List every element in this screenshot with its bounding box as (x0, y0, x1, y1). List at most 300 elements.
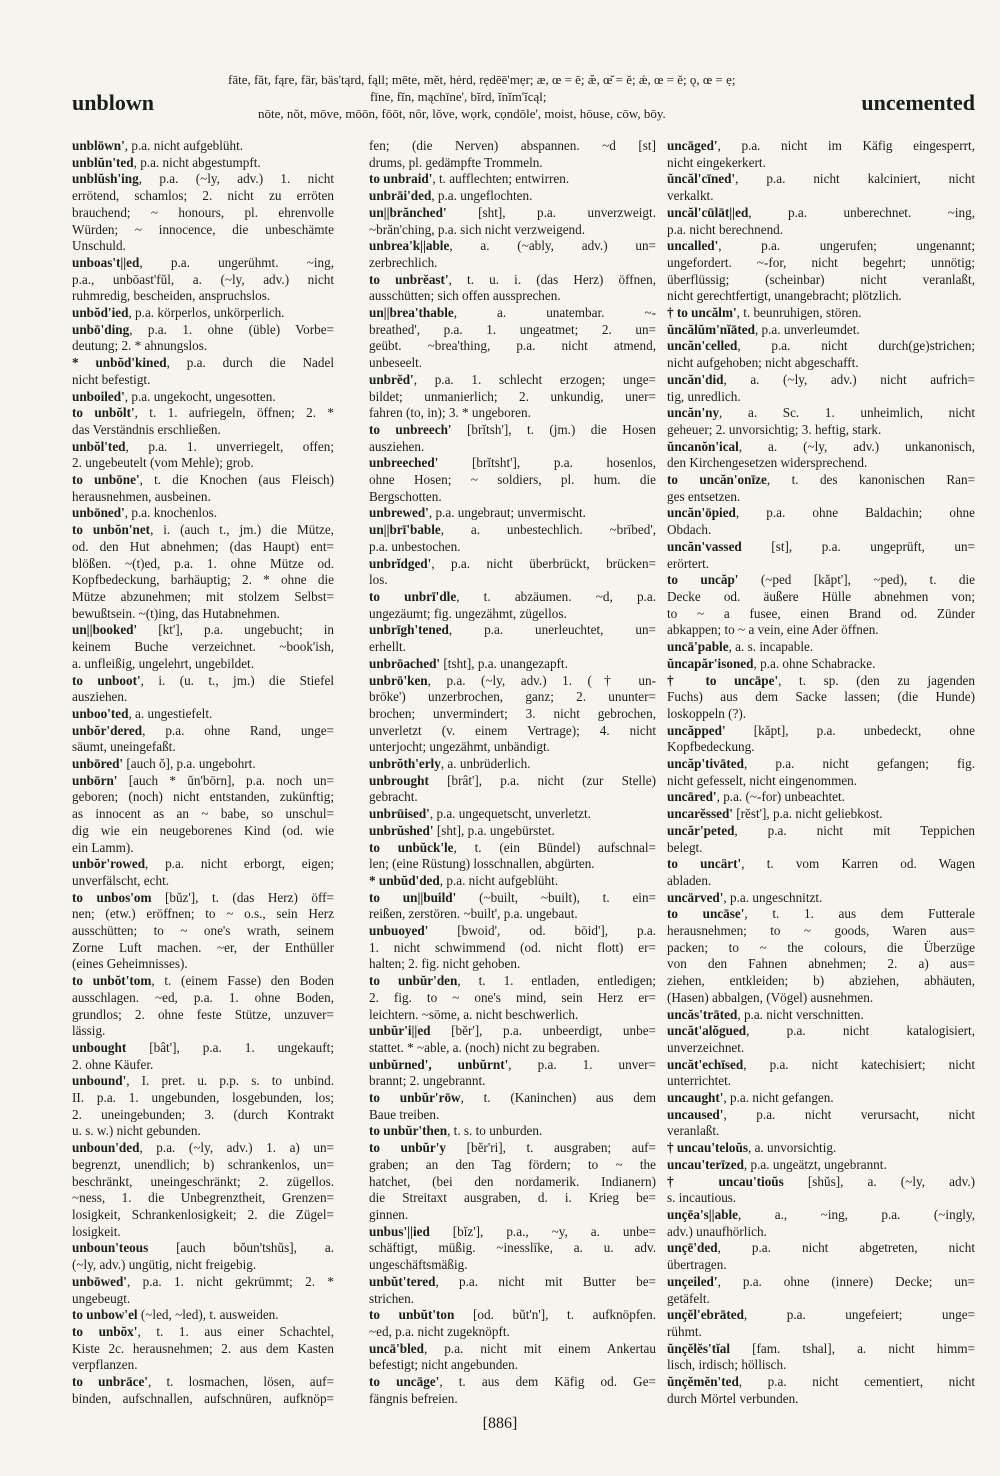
headword: unboun'teous (72, 1240, 149, 1256)
dictionary-entry (72, 1274, 334, 1307)
entry-line: len; (eine Rüstung) losschnallen, abgürten. (369, 856, 595, 872)
entry-text: , p.a. nicht überbrückt, brücken= (431, 555, 656, 571)
entry-line (667, 806, 975, 823)
entry-line (667, 639, 975, 656)
dictionary-entry (72, 255, 334, 305)
entry-line (72, 305, 334, 322)
entry-line: Bergschotten. (369, 488, 442, 504)
entry-text: , t. (ein Bündel) aufschnal= (453, 839, 656, 855)
entry-line (72, 405, 334, 422)
dictionary-entry (667, 1140, 975, 1157)
entry-line (72, 856, 334, 873)
dictionary-entry (369, 171, 656, 188)
headword: uncaught' (667, 1090, 724, 1106)
entry-text: , I. pret. u. p.p. s. to unbind. (126, 1073, 334, 1089)
headword: unbŏl'ted (72, 438, 126, 454)
dictionary-entry (667, 305, 975, 322)
entry-text: [sht], p.a. ungebürstet. (433, 822, 555, 838)
entry-text: , p.a. (~-for) unbeachtet. (716, 789, 845, 805)
dictionary-entry (72, 1307, 334, 1324)
running-head-left: unblown (72, 90, 154, 115)
entry-line (667, 1341, 975, 1358)
headword: unçē'ded (667, 1240, 718, 1256)
dictionary-entry (369, 656, 656, 673)
entry-line (369, 1023, 656, 1040)
headword: unbŭr'i||ed (369, 1023, 431, 1039)
entry-line (667, 1140, 975, 1157)
entry-line: drums, pl. gedämpfte Trommeln. (369, 154, 543, 170)
entry-line: ungezäumt; fig. ungezähmt, zügellos. (369, 605, 567, 621)
entry-text: [auch bŏun'tshŭs], a. (148, 1240, 334, 1256)
entry-line: graben; an den Tag fördern; to ~ the (369, 1156, 656, 1172)
page-number: [886] (482, 1415, 518, 1432)
entry-line (369, 1341, 656, 1358)
dictionary-entry (369, 372, 656, 422)
entry-line: verpflanzen. (72, 1357, 138, 1373)
entry-text: (~led, ~led), t. ausweiden. (137, 1307, 279, 1323)
entry-line (369, 171, 656, 188)
entry-text: , a. (~ly, adv.) nicht aufrich= (723, 371, 975, 387)
entry-line (667, 1023, 975, 1040)
entry-text: [tsht], p.a. unangezapft. (440, 655, 568, 671)
headword: to unbŏn'net (72, 522, 151, 538)
entry-text: , p.a. nicht mit Teppichen (734, 822, 975, 838)
headword: unçĕl'ebrāted (667, 1307, 744, 1323)
entry-line: Obdach. (667, 522, 712, 538)
entry-line: befestigt; nicht angebunden. (369, 1357, 519, 1373)
entry-line: p.a. unbestochen. (369, 538, 461, 554)
entry-line: as innocent as an ~ babe, so unschul= (72, 806, 334, 822)
dictionary-entry (369, 138, 656, 171)
headword: uncärved' (667, 889, 724, 905)
entry-line: to ~ a fusee, einen Brand od. Zünder (667, 605, 975, 621)
entry-line: säumt, uneingefaßt. (72, 739, 176, 755)
dictionary-entry (667, 1307, 975, 1340)
dictionary-entry (667, 1341, 975, 1374)
entry-line: strichen. (369, 1290, 415, 1306)
entry-text: , p.a. nicht abgetreten, nicht (717, 1240, 975, 1256)
headword: un||brī'bable (369, 522, 441, 538)
entry-line: beschränkt, uneingeschränkt; 2. zügellos. (72, 1173, 334, 1189)
dictionary-entry (369, 873, 656, 890)
headword: unbus'||ied (369, 1223, 430, 1239)
headword: unblōwn' (72, 138, 125, 153)
dictionary-entry (72, 171, 334, 255)
entry-text: , p.a. ungefeiert; unge= (743, 1307, 975, 1323)
headword: unbrea'k||able (369, 238, 450, 254)
entry-text: [auch ŏ], p.a. ungebohrt. (123, 756, 256, 772)
entry-line (369, 673, 656, 690)
entry-text: , a., ~ing, p.a. (~ingly, (738, 1207, 975, 1222)
entry-line: die Streitaxt ausgraben, d. i. Krieg be= (369, 1190, 656, 1206)
entry-line (369, 1057, 656, 1074)
entry-line (667, 1240, 975, 1257)
entry-line (72, 472, 334, 489)
entry-line (369, 272, 656, 289)
entry-line (369, 455, 656, 472)
entry-line: geboren; (noch) nicht entstanden, zukünftig; (72, 789, 334, 805)
entry-line (667, 372, 975, 389)
headword: to unbŭr'y (369, 1140, 447, 1156)
entry-line: ausschütten; to ~ one's wrath, seinem (72, 923, 334, 939)
headword: to unbrī'dle (369, 588, 457, 604)
entry-line (369, 656, 656, 673)
dictionary-entry (667, 1057, 975, 1090)
headword: to unbraid' (369, 171, 433, 187)
dictionary-entry (667, 673, 975, 723)
entry-text: , a. (~ly, adv.) unkanonisch, (738, 438, 975, 454)
entry-text: , p.a. ungeschnitzt. (723, 889, 823, 905)
entry-line (72, 1040, 334, 1057)
entry-line (667, 338, 975, 355)
entry-line (667, 823, 975, 840)
entry-text: [bĭz'], p.a., ~y, a. unbe= (429, 1223, 656, 1239)
entry-text: , t. s. to unburden. (447, 1123, 543, 1139)
entry-line (369, 806, 656, 823)
dictionary-entry (667, 238, 975, 305)
entry-text: , p.a. nicht abgestumpft. (133, 154, 261, 170)
entry-line (667, 439, 975, 456)
headword: uncăl'cūlāt||ed (667, 204, 749, 220)
column-1 (72, 138, 334, 1407)
dictionary-entry (667, 856, 975, 889)
headword: † uncau'tioŭs (667, 1173, 784, 1189)
dictionary-entry (72, 773, 334, 857)
entry-text: , p.a. ohne (innere) Decke; un= (717, 1273, 975, 1289)
headword: uncăn'celled (667, 338, 738, 354)
entry-text: , t. sp. (den zu jagenden (778, 672, 975, 688)
entry-line: nicht befestigt. (72, 371, 151, 387)
entry-text: , p.a. 1. ohne (üble) Vorbe= (129, 321, 334, 337)
entry-text: [fam. tshal], a. nicht himm= (730, 1340, 975, 1356)
entry-line: ~brăn'ching, p.a. sich nicht verzweigend. (369, 221, 586, 237)
entry-line (369, 873, 656, 890)
entry-text: , p.a. ohne Rand, unge= (142, 722, 334, 738)
headword: to unbrāce' (72, 1374, 148, 1390)
entry-text: [brĭtsh'], t. (jm.) die Hosen (451, 421, 656, 437)
entry-line: Mütze abzunehmen; mit stolzem Selbst= (72, 588, 334, 604)
dictionary-entry (667, 756, 975, 789)
entry-line (667, 1107, 975, 1124)
entry-line: nicht gerechtfertigt, unangebracht; plötzlich. (667, 288, 902, 304)
entry-line (667, 572, 975, 589)
entry-text: , a. Sc. 1. unheimlich, nicht (719, 405, 975, 421)
dictionary-entry (667, 138, 975, 171)
entry-line (667, 405, 975, 422)
entry-line (369, 622, 656, 639)
entry-text: , p.a. 1. unver= (508, 1056, 656, 1072)
entry-line (667, 1174, 975, 1191)
headword: † uncau'teloŭs (667, 1140, 748, 1156)
entry-line: nicht aufgehoben; nicht abgeschafft. (667, 355, 859, 371)
dictionary-entry (667, 572, 975, 639)
entry-line: von den Fahnen abnehmen; 2. a) aus= (667, 956, 975, 972)
entry-text: , t. 1. aus dem Futterale (744, 906, 975, 922)
entry-line: brōke') unzerbrochen, ganz; 2. ununter= (369, 689, 656, 705)
entry-line: nicht gefesselt, nicht eingenommen. (667, 772, 858, 788)
entry-line: blößen. ~(t)ed, p.a. 1. ohne Mütze od. (72, 555, 334, 571)
entry-text: , t. 1. aus einer Schachtel, (137, 1323, 334, 1339)
entry-text: [bĕr'], p.a. unbeerdigt, unbe= (430, 1023, 656, 1039)
dictionary-entry (369, 1090, 656, 1123)
entry-text: , p.a. ohne Schabracke. (753, 655, 876, 671)
entry-line (667, 1374, 975, 1391)
entry-line: begrenzt, unendlich; b) schrankenlos, un= (72, 1156, 334, 1172)
entry-line (369, 238, 656, 255)
entry-line (72, 1307, 334, 1324)
entry-line (667, 1057, 975, 1074)
entry-text: , p.a. nicht verschnitten. (737, 1006, 864, 1022)
headword: to un||build' (369, 889, 457, 905)
headword: to unbŭck'le (369, 839, 454, 855)
entry-line (72, 1324, 334, 1341)
dictionary-entry (369, 188, 656, 205)
entry-line: geheuer; 2. unvorsichtig; 3. heftig, stark. (667, 421, 882, 437)
entry-line (369, 923, 656, 940)
entry-text: , t. 1. entladen, entledigen; (457, 973, 656, 989)
entry-text: [shŭs], a. (~ly, adv.) (783, 1173, 976, 1189)
entry-line: verkalkt. (667, 188, 714, 204)
headword: unbrāi'ded (369, 188, 432, 204)
headword: unbuoyed' (369, 923, 429, 939)
headword: uncarĕssed' (667, 806, 733, 822)
entry-line (369, 1123, 656, 1140)
dictionary-entry (72, 1374, 334, 1407)
dictionary-entry (667, 1374, 975, 1407)
dictionary-entry (369, 890, 656, 923)
entry-line: Baue treiben. (369, 1106, 440, 1122)
headword: unbrought (369, 772, 429, 788)
dictionary-entry (667, 1240, 975, 1273)
entry-line (72, 138, 334, 155)
entry-text: (~ped [kăpt'], ~ped), t. die (738, 572, 975, 588)
entry-line (72, 890, 334, 907)
entry-line: 2. uneingebunden; 3. (durch Kontrakt (72, 1106, 334, 1122)
entry-line (667, 906, 975, 923)
entry-line: p.a., unbōast'fŭl, a. (~ly, adv.) nicht (72, 271, 334, 287)
headword: to unbŏx' (72, 1323, 138, 1339)
entry-line: (eines Geheimnisses). (72, 956, 188, 972)
dictionary-entry (369, 673, 656, 757)
dictionary-entry (72, 1073, 334, 1140)
entry-text: , p.a. (~ly, adv.) 1. († un- (427, 672, 656, 688)
entry-text: [bât'], p.a. 1. ungekauft; (126, 1039, 334, 1055)
entry-line: (~ly, adv.) ungütig, nicht freigebig. (72, 1257, 257, 1273)
headword: unbōred' (72, 756, 124, 772)
entry-text: , p.a. nicht aufgeblüht. (439, 872, 559, 888)
headword: un||booked' (72, 622, 138, 638)
entry-text: , i. (u. t., jm.) die Stiefel (140, 672, 334, 688)
headword: * unbŭd'ded (369, 872, 440, 888)
entry-text: [kăpt], p.a. unbedeckt, ohne (725, 722, 975, 738)
dictionary-entry (667, 338, 975, 371)
entry-text: , p.a. unerleuchtet, un= (448, 622, 656, 638)
dictionary-entry (369, 589, 656, 622)
entry-text: , p.a. nicht erborgt, eigen; (145, 856, 334, 872)
entry-line (72, 1073, 334, 1090)
entry-line (667, 1307, 975, 1324)
dictionary-entry (72, 1040, 334, 1073)
entry-line (369, 840, 656, 857)
dictionary-entry (369, 1307, 656, 1340)
headword: to uncärt' (667, 856, 742, 872)
headword: unblŭsh'ing (72, 171, 139, 187)
entry-line: abladen. (667, 872, 712, 888)
dictionary-entry (369, 1123, 656, 1140)
entry-line (667, 539, 975, 556)
entry-line: 2. ungebeutelt (vom Mehle); grob. (72, 455, 254, 471)
entry-line: 1. nicht schwimmend (od. nicht flott) er= (369, 939, 656, 955)
entry-line: p.a. nicht berechnend. (667, 221, 784, 237)
entry-text: (~built, ~built), t. ein= (456, 889, 656, 905)
headword: to unboot' (72, 672, 141, 688)
dictionary-entry (72, 305, 334, 322)
entry-line: ausschlagen. ~ed, p.a. 1. ohne Boden, (72, 989, 334, 1005)
entry-line (667, 856, 975, 873)
entry-line: herausnehmen; to ~ goods, Waren aus= (667, 923, 975, 939)
entry-line: breathed', p.a. 1. ungeatmet; 2. un= (369, 321, 656, 337)
dictionary-entry (667, 1207, 975, 1240)
entry-line: erhellt. (369, 639, 406, 655)
entry-line (369, 422, 656, 439)
entry-line (667, 656, 975, 673)
entry-line: losigkeit, Schrankenlosigkeit; 2. die Zügel= (72, 1207, 334, 1222)
headword: uncăr'peted (667, 822, 735, 838)
pronunciation-key-line: fīne, fĭn, mąchīne', bĭrd, ĭnĭm'ĭcąl; (370, 89, 547, 104)
entry-line: brannt; 2. ungebrannt. (369, 1073, 486, 1089)
entry-text: , p.a. nicht im Käfig eingesperrt, (717, 138, 975, 153)
entry-text: , p.a. nicht aufgeblüht. (124, 138, 244, 153)
headword: uncăpped' (667, 722, 726, 738)
entry-text: , p.a. (~ly, adv.) 1. nicht (138, 171, 334, 187)
entry-line (667, 322, 975, 339)
dictionary-entry (667, 906, 975, 1006)
dictionary-entry (667, 723, 975, 756)
entry-line: II. p.a. 1. ungebunden, losgebunden, los; (72, 1090, 334, 1106)
entry-line (667, 1274, 975, 1291)
headword: unbŏd'ied (72, 305, 129, 321)
entry-line: ges entsetzen. (667, 488, 741, 504)
entry-line: ein Lamm). (72, 839, 134, 855)
entry-line: ziehen, entkleiden; b) abziehen, abhäuten, (667, 973, 975, 989)
entry-text: , p.a. ungeflochten. (431, 188, 533, 204)
entry-line (72, 355, 334, 372)
headword: unbrūised' (369, 806, 430, 822)
entry-line (667, 1157, 975, 1174)
entry-line: packen; to ~ the colours, die Überzüge (667, 939, 975, 955)
entry-text: , p.a. nicht gefangen; fig. (743, 756, 975, 772)
headword: to unbōne' (72, 472, 140, 488)
entry-line: a. unfleißig, ungelehrt, ungebildet. (72, 655, 255, 671)
dictionary-entry (667, 1157, 975, 1174)
entry-line (72, 439, 334, 456)
dictionary-entry (369, 522, 656, 555)
dictionary-entry (72, 723, 334, 756)
dictionary-entry (369, 1057, 656, 1090)
entry-line (72, 773, 334, 790)
entry-text: , p.a. unberechnet. ~ing, (748, 204, 975, 220)
headword: † to uncălm' (667, 305, 737, 321)
entry-line (369, 1307, 656, 1324)
headword: to unbos'om (72, 889, 152, 905)
headword: uncāged' (667, 138, 718, 153)
entry-line: übertragen. (667, 1257, 727, 1273)
headword: unbrewed' (369, 505, 429, 521)
dictionary-entry (667, 656, 975, 673)
headword: to unbrĕast' (369, 271, 449, 287)
entry-line (72, 505, 334, 522)
dictionary-entry (667, 405, 975, 438)
entry-line: errötend, schamlos; 2. nicht zu erröten (72, 188, 334, 204)
entry-line (72, 756, 334, 773)
headword: unboo'ted (72, 705, 129, 721)
entry-line: losigkeit. (72, 1223, 121, 1239)
entry-line: deutung; 2. * ahnungslos. (72, 338, 208, 354)
entry-line (72, 723, 334, 740)
entry-text: , t. (Kaninchen) aus dem (460, 1090, 656, 1106)
entry-line (72, 1274, 334, 1291)
entry-line: ausziehen. (72, 689, 128, 705)
entry-text: , t. beunruhigen, stören. (736, 305, 862, 321)
entry-line: unverfälscht, echt. (72, 872, 170, 888)
entry-line: brochen; unvermindert; 3. nicht gebrochen, (369, 705, 656, 721)
headword: to unbŭr'rōw (369, 1090, 461, 1106)
dictionary-entry (369, 205, 656, 238)
entry-line (369, 890, 656, 907)
entry-text: , p.a. ungequetscht, unverletzt. (429, 806, 591, 822)
entry-text: , p.a. körperlos, unkörperlich. (128, 305, 285, 321)
entry-line (72, 155, 334, 172)
headword: unbreeched' (369, 455, 439, 471)
headword: to unbŭr'den (369, 973, 458, 989)
headword: uncăs'trāted (667, 1006, 738, 1022)
headword: unbrĭdged' (369, 555, 432, 571)
entry-text: [sht], p.a. unverzweigt. (446, 204, 656, 220)
dictionary-entry (369, 973, 656, 1023)
headword: unbŭrned', unbŭrnt' (369, 1056, 509, 1072)
entry-line: rühmt. (667, 1323, 702, 1339)
entry-line: ginnen. (369, 1207, 409, 1222)
entry-line: abkappen; to ~ a vein, eine Ader öffnen. (667, 622, 879, 638)
entry-text: , a. unbrüderlich. (440, 756, 531, 772)
entry-line: ungebeugt. (72, 1290, 131, 1306)
entry-line (369, 773, 656, 790)
dictionary-entry (667, 806, 975, 823)
entry-text: , p.a. 1. unverriegelt, offen; (125, 438, 334, 454)
entry-line: binden, aufschnallen, aufschnüren, aufknöp= (72, 1390, 334, 1406)
pronunciation-key-line: nōte, nŏt, mōve, mōōn, fōōt, nôr, lŏve, wọrk, cọndōle', moist, hōuse, cōw, bōy. (258, 106, 666, 121)
entry-line: überflüssig; (scheinbar) nicht veranlaßt, (667, 271, 975, 287)
dictionary-entry (72, 706, 334, 723)
dictionary-entry (72, 756, 334, 773)
headword: to unbŭr'then (369, 1123, 448, 1139)
entry-line (667, 138, 975, 155)
dictionary-entry (369, 1274, 656, 1307)
dictionary-entry (72, 439, 334, 472)
dictionary-entry (72, 1140, 334, 1240)
entry-text: , a. (~ably, adv.) un= (449, 238, 656, 254)
entry-line (369, 188, 656, 205)
headword: unboas't||ed (72, 254, 140, 270)
entry-line: Zorne Luft machen. ~er, der Enthüller (72, 939, 334, 955)
headword: unçeiled' (667, 1273, 718, 1289)
dictionary-entry (72, 673, 334, 706)
headword: unboiled' (72, 388, 125, 404)
entry-text: [bŭz'], t. (das Herz) öff= (151, 889, 334, 905)
headword: uncăn'vassed (667, 538, 742, 554)
headword: * unbŏd'kined (72, 355, 167, 371)
entry-line (667, 673, 975, 690)
